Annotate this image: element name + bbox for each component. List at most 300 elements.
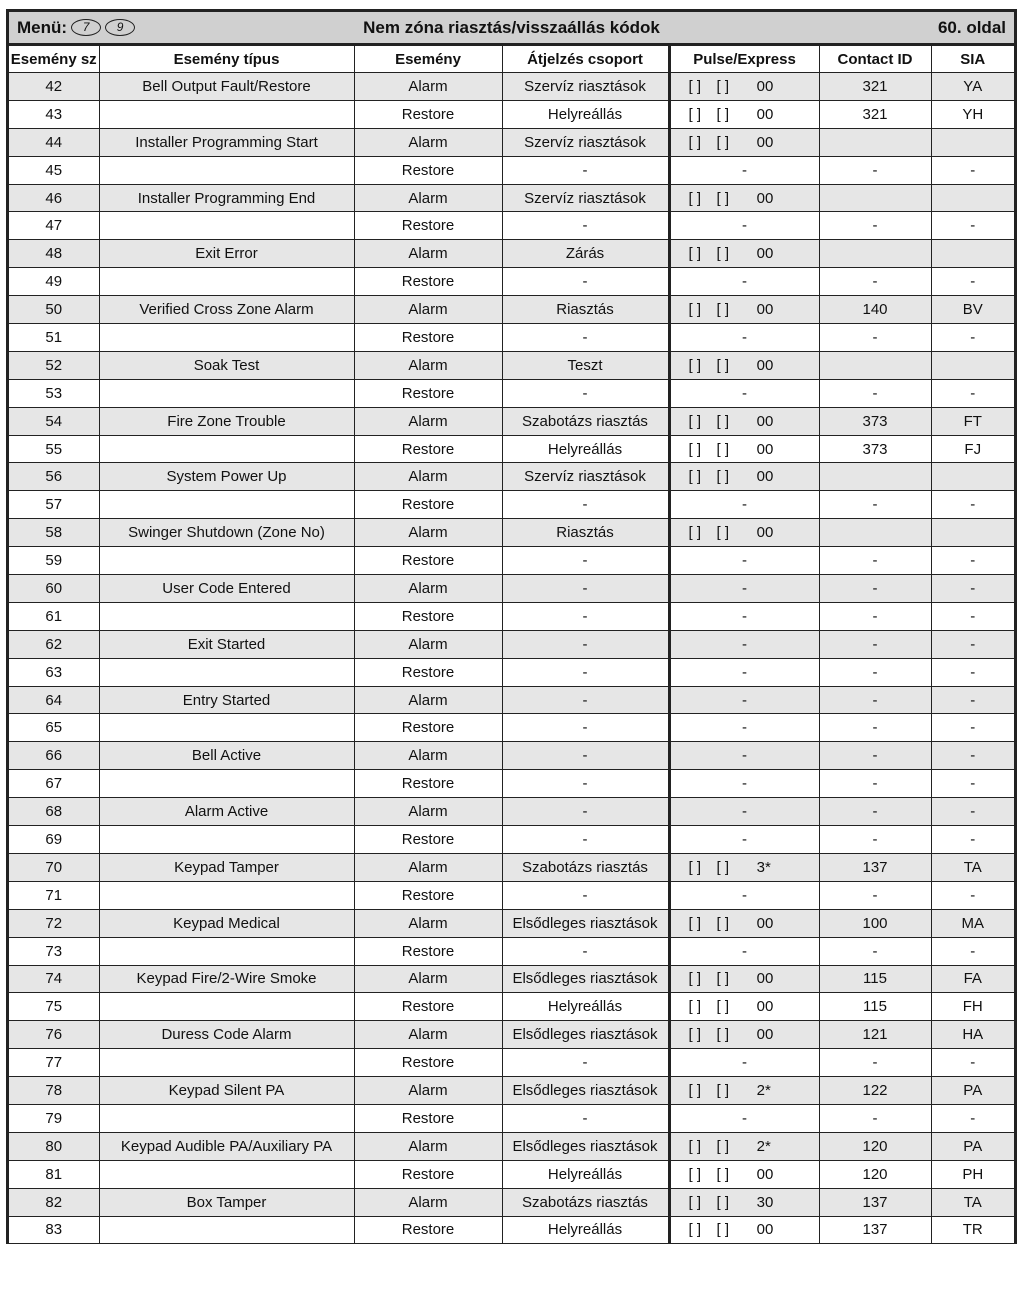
cell-event: Restore xyxy=(354,714,502,742)
col-header-pulse-express: Pulse/Express xyxy=(669,46,819,73)
cell-event-type: User Code Entered xyxy=(99,575,354,603)
cell-event-type: Soak Test xyxy=(99,351,354,379)
cell-pulse-express xyxy=(669,351,819,379)
cell-contact-id xyxy=(819,351,931,379)
cell-event-no: 80 xyxy=(9,1132,99,1160)
cell-event-no: 49 xyxy=(9,268,99,296)
cell-event-type: Keypad Medical xyxy=(99,909,354,937)
table-row xyxy=(9,519,1014,547)
cell-event-type xyxy=(99,156,354,184)
cell-event-type xyxy=(99,379,354,407)
cell-sia: PA xyxy=(931,1077,1014,1105)
pulse-value: 00 xyxy=(756,301,774,319)
cell-contact-id: 115 xyxy=(819,993,931,1021)
cell-event: Alarm xyxy=(354,1021,502,1049)
cell-event: Alarm xyxy=(354,73,502,101)
table-row xyxy=(9,351,1014,379)
cell-contact-id: - xyxy=(819,212,931,240)
cell-contact-id: 137 xyxy=(819,1216,931,1244)
pulse-digit-box-2: [ ] xyxy=(716,1221,730,1239)
cell-event-type xyxy=(99,770,354,798)
cell-pulse-express xyxy=(669,909,819,937)
cell-report-group: - xyxy=(502,742,669,770)
cell-contact-id: 321 xyxy=(819,100,931,128)
cell-event-type: Keypad Fire/2-Wire Smoke xyxy=(99,965,354,993)
cell-contact-id: 137 xyxy=(819,1188,931,1216)
cell-sia: - xyxy=(931,379,1014,407)
pulse-digit-box-2: [ ] xyxy=(716,970,730,988)
cell-pulse-express: - xyxy=(669,379,819,407)
cell-pulse-express xyxy=(669,519,819,547)
cell-contact-id: - xyxy=(819,547,931,575)
cell-event-no: 48 xyxy=(9,240,99,268)
table-row xyxy=(9,128,1014,156)
cell-report-group: Elsődleges riasztások xyxy=(502,1077,669,1105)
cell-event: Alarm xyxy=(354,407,502,435)
cell-report-group: Helyreállás xyxy=(502,435,669,463)
cell-event-type xyxy=(99,547,354,575)
pulse-value: 00 xyxy=(756,189,774,207)
cell-sia: - xyxy=(931,156,1014,184)
cell-pulse-express xyxy=(669,184,819,212)
pulse-digit-box-2: [ ] xyxy=(716,189,730,207)
cell-sia: TR xyxy=(931,1216,1014,1244)
cell-event-type: Exit Started xyxy=(99,630,354,658)
table-row xyxy=(9,491,1014,519)
cell-event-no: 59 xyxy=(9,547,99,575)
cell-pulse-express xyxy=(669,296,819,324)
pulse-value: 00 xyxy=(756,524,774,542)
cell-report-group: - xyxy=(502,686,669,714)
cell-event-type: Swinger Shutdown (Zone No) xyxy=(99,519,354,547)
pulse-value: 00 xyxy=(756,245,774,263)
pulse-digit-box-1: [ ] xyxy=(688,77,702,95)
cell-pulse-express: - xyxy=(669,156,819,184)
cell-sia: - xyxy=(931,742,1014,770)
cell-sia: - xyxy=(931,268,1014,296)
cell-report-group: - xyxy=(502,881,669,909)
table-row xyxy=(9,1077,1014,1105)
cell-contact-id: - xyxy=(819,714,931,742)
cell-report-group: - xyxy=(502,379,669,407)
cell-contact-id: - xyxy=(819,686,931,714)
pulse-digit-box-2: [ ] xyxy=(716,1137,730,1155)
cell-event-type xyxy=(99,881,354,909)
cell-event-type: System Power Up xyxy=(99,463,354,491)
pulse-value: 00 xyxy=(756,133,774,151)
cell-event: Restore xyxy=(354,491,502,519)
cell-event: Restore xyxy=(354,212,502,240)
cell-contact-id: - xyxy=(819,324,931,352)
cell-event-type: Keypad Tamper xyxy=(99,853,354,881)
cell-sia: PH xyxy=(931,1160,1014,1188)
cell-event: Alarm xyxy=(354,463,502,491)
cell-report-group: - xyxy=(502,324,669,352)
title-bar xyxy=(9,12,1014,46)
cell-pulse-express: - xyxy=(669,212,819,240)
table-row xyxy=(9,798,1014,826)
cell-report-group: - xyxy=(502,937,669,965)
table-row xyxy=(9,1049,1014,1077)
cell-event-no: 46 xyxy=(9,184,99,212)
cell-pulse-express xyxy=(669,463,819,491)
cell-report-group: Helyreállás xyxy=(502,100,669,128)
cell-sia: - xyxy=(931,1049,1014,1077)
cell-event-no: 82 xyxy=(9,1188,99,1216)
cell-event: Restore xyxy=(354,770,502,798)
cell-event-type: Installer Programming Start xyxy=(99,128,354,156)
cell-report-group: Szervíz riasztások xyxy=(502,128,669,156)
cell-event: Restore xyxy=(354,547,502,575)
pulse-digit-box-2: [ ] xyxy=(716,468,730,486)
cell-event-type: Entry Started xyxy=(99,686,354,714)
cell-contact-id xyxy=(819,240,931,268)
cell-contact-id: 373 xyxy=(819,435,931,463)
cell-event-type xyxy=(99,268,354,296)
cell-sia: - xyxy=(931,602,1014,630)
cell-event-no: 66 xyxy=(9,742,99,770)
cell-event: Alarm xyxy=(354,351,502,379)
pulse-value: 00 xyxy=(756,1221,774,1239)
cell-pulse-express xyxy=(669,1077,819,1105)
menu-key-2: 9 xyxy=(105,19,135,36)
cell-event-no: 75 xyxy=(9,993,99,1021)
cell-event-no: 54 xyxy=(9,407,99,435)
pulse-digit-box-1: [ ] xyxy=(688,858,702,876)
cell-contact-id: - xyxy=(819,770,931,798)
cell-contact-id: - xyxy=(819,575,931,603)
col-header-event-no: Esemény sz xyxy=(9,46,99,73)
cell-event: Alarm xyxy=(354,965,502,993)
pulse-value: 30 xyxy=(756,1193,774,1211)
pulse-digit-box-2: [ ] xyxy=(716,524,730,542)
cell-contact-id xyxy=(819,128,931,156)
cell-sia: - xyxy=(931,937,1014,965)
cell-event: Restore xyxy=(354,826,502,854)
pulse-digit-box-1: [ ] xyxy=(688,440,702,458)
pulse-digit-box-1: [ ] xyxy=(688,998,702,1016)
pulse-digit-box-1: [ ] xyxy=(688,105,702,123)
pulse-digit-box-2: [ ] xyxy=(716,356,730,374)
cell-sia: MA xyxy=(931,909,1014,937)
cell-report-group: Szabotázs riasztás xyxy=(502,1188,669,1216)
cell-report-group: - xyxy=(502,826,669,854)
pulse-digit-box-1: [ ] xyxy=(688,1193,702,1211)
cell-report-group: - xyxy=(502,575,669,603)
cell-sia: - xyxy=(931,575,1014,603)
table-row xyxy=(9,296,1014,324)
cell-pulse-express xyxy=(669,100,819,128)
table-row xyxy=(9,73,1014,101)
cell-report-group: Riasztás xyxy=(502,296,669,324)
cell-event: Alarm xyxy=(354,296,502,324)
cell-event-type xyxy=(99,826,354,854)
table-row xyxy=(9,156,1014,184)
pulse-digit-box-1: [ ] xyxy=(688,1221,702,1239)
cell-contact-id: - xyxy=(819,937,931,965)
cell-event-no: 52 xyxy=(9,351,99,379)
cell-sia: - xyxy=(931,1104,1014,1132)
cell-sia: YA xyxy=(931,73,1014,101)
cell-event-no: 57 xyxy=(9,491,99,519)
pulse-digit-box-1: [ ] xyxy=(688,245,702,263)
cell-report-group: Helyreállás xyxy=(502,1216,669,1244)
cell-sia xyxy=(931,240,1014,268)
cell-report-group: - xyxy=(502,491,669,519)
pulse-value: 00 xyxy=(756,105,774,123)
cell-event-type xyxy=(99,435,354,463)
cell-contact-id: - xyxy=(819,742,931,770)
table-row xyxy=(9,547,1014,575)
cell-event: Restore xyxy=(354,658,502,686)
cell-pulse-express: - xyxy=(669,324,819,352)
table-row xyxy=(9,184,1014,212)
cell-pulse-express: - xyxy=(669,714,819,742)
cell-pulse-express: - xyxy=(669,742,819,770)
cell-pulse-express: - xyxy=(669,547,819,575)
cell-event-type xyxy=(99,714,354,742)
cell-contact-id: 121 xyxy=(819,1021,931,1049)
cell-report-group: - xyxy=(502,714,669,742)
cell-event: Alarm xyxy=(354,1132,502,1160)
pulse-digit-box-1: [ ] xyxy=(688,914,702,932)
cell-pulse-express: - xyxy=(669,826,819,854)
table-row xyxy=(9,1104,1014,1132)
table-row xyxy=(9,714,1014,742)
cell-event: Restore xyxy=(354,268,502,296)
cell-event: Alarm xyxy=(354,184,502,212)
pulse-digit-box-2: [ ] xyxy=(716,440,730,458)
cell-event-no: 43 xyxy=(9,100,99,128)
cell-event-no: 60 xyxy=(9,575,99,603)
col-header-report-group: Átjelzés csoport xyxy=(502,46,669,73)
table-row xyxy=(9,575,1014,603)
cell-sia: PA xyxy=(931,1132,1014,1160)
cell-contact-id: 137 xyxy=(819,853,931,881)
cell-contact-id: 321 xyxy=(819,73,931,101)
cell-event-type xyxy=(99,491,354,519)
cell-pulse-express xyxy=(669,965,819,993)
pulse-digit-box-1: [ ] xyxy=(688,356,702,374)
cell-sia: FT xyxy=(931,407,1014,435)
cell-event-type xyxy=(99,100,354,128)
cell-sia: FJ xyxy=(931,435,1014,463)
event-code-table xyxy=(9,46,1014,1244)
pulse-digit-box-2: [ ] xyxy=(716,1165,730,1183)
cell-report-group: - xyxy=(502,156,669,184)
header-row xyxy=(9,46,1014,73)
col-header-event: Esemény xyxy=(354,46,502,73)
cell-event-no: 56 xyxy=(9,463,99,491)
cell-report-group: Helyreállás xyxy=(502,1160,669,1188)
cell-event-type: Bell Output Fault/Restore xyxy=(99,73,354,101)
cell-event-type xyxy=(99,1216,354,1244)
cell-report-group: - xyxy=(502,770,669,798)
menu-key-1: 7 xyxy=(71,19,101,36)
cell-pulse-express: - xyxy=(669,937,819,965)
cell-contact-id: - xyxy=(819,658,931,686)
col-header-sia: SIA xyxy=(931,46,1014,73)
cell-pulse-express xyxy=(669,435,819,463)
cell-event-type xyxy=(99,937,354,965)
table-row xyxy=(9,435,1014,463)
cell-event-no: 68 xyxy=(9,798,99,826)
cell-event-no: 77 xyxy=(9,1049,99,1077)
cell-sia: BV xyxy=(931,296,1014,324)
cell-event-no: 76 xyxy=(9,1021,99,1049)
cell-sia: - xyxy=(931,770,1014,798)
cell-sia xyxy=(931,351,1014,379)
cell-event-no: 55 xyxy=(9,435,99,463)
pulse-value: 00 xyxy=(756,998,774,1016)
page-title: Nem zóna riasztás/visszaállás kódok xyxy=(363,17,660,37)
cell-event-type: Keypad Silent PA xyxy=(99,1077,354,1105)
pulse-digit-box-2: [ ] xyxy=(716,1193,730,1211)
cell-event-type: Bell Active xyxy=(99,742,354,770)
cell-report-group: Szabotázs riasztás xyxy=(502,853,669,881)
pulse-digit-box-2: [ ] xyxy=(716,998,730,1016)
cell-event-type: Duress Code Alarm xyxy=(99,1021,354,1049)
cell-pulse-express xyxy=(669,853,819,881)
pulse-value: 00 xyxy=(756,356,774,374)
pulse-digit-box-1: [ ] xyxy=(688,1137,702,1155)
table-row xyxy=(9,853,1014,881)
cell-pulse-express: - xyxy=(669,602,819,630)
table-row xyxy=(9,630,1014,658)
table-row xyxy=(9,826,1014,854)
pulse-digit-box-2: [ ] xyxy=(716,301,730,319)
table-row xyxy=(9,1216,1014,1244)
cell-event-no: 67 xyxy=(9,770,99,798)
cell-sia: - xyxy=(931,547,1014,575)
cell-event: Restore xyxy=(354,435,502,463)
cell-report-group: - xyxy=(502,602,669,630)
cell-pulse-express xyxy=(669,240,819,268)
pulse-value: 2* xyxy=(756,1137,771,1155)
pulse-digit-box-2: [ ] xyxy=(716,1082,730,1099)
cell-pulse-express xyxy=(669,1021,819,1049)
cell-event-type xyxy=(99,1049,354,1077)
cell-contact-id: 115 xyxy=(819,965,931,993)
table-row xyxy=(9,100,1014,128)
cell-report-group: - xyxy=(502,1104,669,1132)
cell-event: Alarm xyxy=(354,909,502,937)
cell-report-group: Elsődleges riasztások xyxy=(502,909,669,937)
cell-event: Restore xyxy=(354,379,502,407)
cell-pulse-express: - xyxy=(669,658,819,686)
cell-sia: HA xyxy=(931,1021,1014,1049)
cell-report-group: - xyxy=(502,268,669,296)
cell-event: Alarm xyxy=(354,128,502,156)
pulse-digit-box-2: [ ] xyxy=(716,77,730,95)
cell-contact-id: 120 xyxy=(819,1132,931,1160)
cell-event-type xyxy=(99,212,354,240)
table-row xyxy=(9,937,1014,965)
cell-sia: - xyxy=(931,491,1014,519)
cell-sia: - xyxy=(931,826,1014,854)
cell-report-group: - xyxy=(502,1049,669,1077)
cell-event: Restore xyxy=(354,937,502,965)
cell-contact-id: - xyxy=(819,156,931,184)
cell-event-type xyxy=(99,658,354,686)
cell-contact-id: - xyxy=(819,798,931,826)
cell-contact-id xyxy=(819,184,931,212)
menu-reference xyxy=(17,18,217,38)
pulse-digit-box-2: [ ] xyxy=(716,245,730,263)
cell-sia xyxy=(931,128,1014,156)
table-row xyxy=(9,993,1014,1021)
cell-event-no: 72 xyxy=(9,909,99,937)
page-number: 60. oldal xyxy=(937,17,1006,37)
cell-contact-id: - xyxy=(819,630,931,658)
cell-sia: FH xyxy=(931,993,1014,1021)
table-row xyxy=(9,686,1014,714)
cell-event-no: 64 xyxy=(9,686,99,714)
pulse-digit-box-2: [ ] xyxy=(716,133,730,151)
cell-event: Restore xyxy=(354,993,502,1021)
cell-event: Alarm xyxy=(354,519,502,547)
cell-contact-id: - xyxy=(819,268,931,296)
table-row xyxy=(9,909,1014,937)
cell-pulse-express: - xyxy=(669,1049,819,1077)
pulse-value: 00 xyxy=(756,970,774,988)
code-table-sheet xyxy=(6,9,1017,1244)
cell-event-no: 81 xyxy=(9,1160,99,1188)
cell-event-no: 69 xyxy=(9,826,99,854)
col-header-event-type: Esemény típus xyxy=(99,46,354,73)
cell-contact-id: - xyxy=(819,1104,931,1132)
cell-event-no: 47 xyxy=(9,212,99,240)
cell-event-no: 70 xyxy=(9,853,99,881)
cell-contact-id: - xyxy=(819,881,931,909)
cell-sia: - xyxy=(931,798,1014,826)
table-row xyxy=(9,602,1014,630)
cell-event-type: Verified Cross Zone Alarm xyxy=(99,296,354,324)
table-row xyxy=(9,742,1014,770)
cell-event-no: 71 xyxy=(9,881,99,909)
cell-event-no: 65 xyxy=(9,714,99,742)
pulse-digit-box-2: [ ] xyxy=(716,1026,730,1044)
cell-event: Alarm xyxy=(354,630,502,658)
cell-pulse-express xyxy=(669,407,819,435)
cell-event: Restore xyxy=(354,1216,502,1244)
cell-report-group: Szervíz riasztások xyxy=(502,184,669,212)
cell-event-no: 58 xyxy=(9,519,99,547)
cell-event-type: Alarm Active xyxy=(99,798,354,826)
cell-contact-id: - xyxy=(819,826,931,854)
cell-event: Restore xyxy=(354,100,502,128)
cell-event-no: 44 xyxy=(9,128,99,156)
cell-sia: - xyxy=(931,686,1014,714)
cell-event: Restore xyxy=(354,156,502,184)
cell-event: Alarm xyxy=(354,240,502,268)
cell-report-group: Szervíz riasztások xyxy=(502,463,669,491)
pulse-value: 3* xyxy=(756,858,771,876)
cell-event: Alarm xyxy=(354,1077,502,1105)
cell-event-no: 63 xyxy=(9,658,99,686)
pulse-digit-box-2: [ ] xyxy=(716,105,730,123)
pulse-value: 00 xyxy=(756,914,774,932)
pulse-digit-box-1: [ ] xyxy=(688,189,702,207)
cell-sia: - xyxy=(931,630,1014,658)
cell-pulse-express: - xyxy=(669,881,819,909)
cell-sia: - xyxy=(931,658,1014,686)
table-row xyxy=(9,1160,1014,1188)
pulse-digit-box-2: [ ] xyxy=(716,858,730,876)
cell-sia xyxy=(931,519,1014,547)
table-row xyxy=(9,965,1014,993)
pulse-value: 2* xyxy=(756,1082,771,1099)
